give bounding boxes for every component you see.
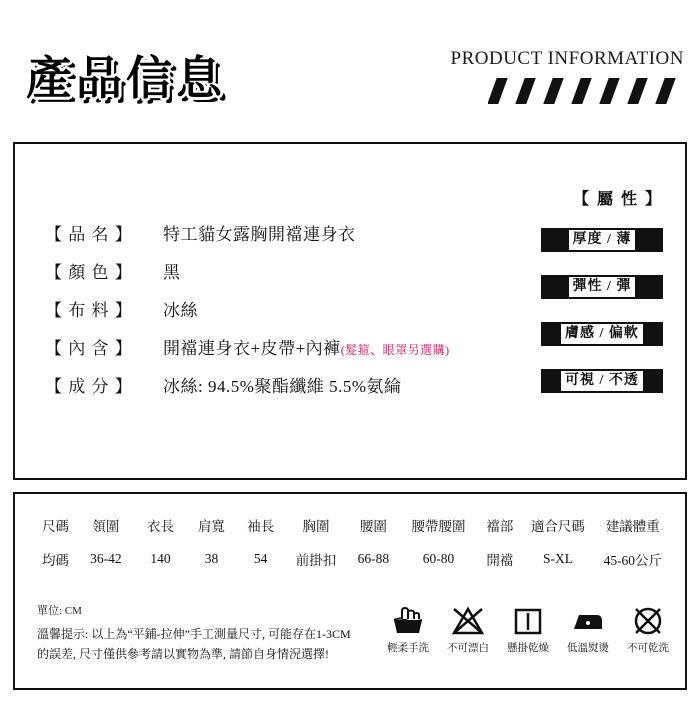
size-header-shoulder: 肩寬 <box>197 519 225 534</box>
size-header-bust: 胸圍 <box>302 519 330 534</box>
care-label-no-bleach: 不可漂白 <box>447 643 489 654</box>
unit-note: 單位: CM <box>37 605 82 617</box>
thickness-tag <box>541 228 663 252</box>
spec-label-color: 【 顏 色 】 <box>45 263 133 282</box>
care-label-hang-dry: 懸掛乾燥 <box>507 643 549 654</box>
care-item-low-iron <box>565 606 611 655</box>
care-item-no-bleach <box>445 606 491 655</box>
transparency-tag-label: 可視 / 不透 <box>561 371 643 391</box>
size-chart-panel <box>13 492 687 690</box>
care-label-low-iron: 低溫熨燙 <box>567 643 609 654</box>
size-header-fit-size: 適合尺碼 <box>530 519 585 534</box>
spec-row-fabric <box>45 296 450 334</box>
spec-row-color <box>45 258 450 296</box>
spec-row-includes <box>45 334 450 372</box>
size-header-belt-waist: 腰帶腰圍 <box>411 519 466 534</box>
size-cell-weight: 45-60公斤 <box>603 553 663 568</box>
size-header-crotch: 襠部 <box>486 519 514 534</box>
size-header-length: 衣長 <box>147 519 175 534</box>
feel-tag-label: 膚感 / 偏軟 <box>561 324 643 344</box>
thickness-tag-label: 厚度 / 薄 <box>569 230 636 250</box>
table-row <box>33 542 673 576</box>
spec-label-composition: 【 成 分 】 <box>45 377 133 396</box>
care-item-hang-dry <box>505 606 551 655</box>
care-label-hand-wash: 輕柔手洗 <box>387 643 429 654</box>
size-table-header-row <box>33 508 673 542</box>
spec-value-includes: 開襠連身衣+皮帶+內褲 <box>163 339 341 358</box>
spec-row-composition <box>45 372 450 410</box>
size-cell-shoulder: 38 <box>204 551 219 566</box>
spec-value-color: 黑 <box>163 263 181 282</box>
size-header-waist: 腰圍 <box>359 519 387 534</box>
size-header-weight: 建議體重 <box>605 519 660 534</box>
spec-note-includes: (髮箍、眼罩另選購) <box>340 343 450 357</box>
size-cell-collar: 36-42 <box>90 551 122 566</box>
care-item-no-dry-clean <box>625 606 671 655</box>
feel-tag <box>541 322 663 346</box>
no-bleach-icon <box>451 606 485 636</box>
size-cell-crotch: 開襠 <box>486 553 514 568</box>
hang-dry-icon <box>511 606 545 636</box>
size-cell-sleeve: 54 <box>253 551 268 566</box>
size-cell-waist: 66-88 <box>357 551 390 566</box>
decorative-stripes <box>488 78 684 104</box>
spec-value-composition: 冰絲: 94.5%聚酯纖維 5.5%氨綸 <box>163 377 402 396</box>
spec-label-name: 【 品 名 】 <box>45 225 133 244</box>
size-header-size: 尺碼 <box>41 519 69 534</box>
measurement-tip-line2: 的誤差, 尺寸僅供參考請以實物為準, 請節自身情況選擇! <box>37 647 329 661</box>
hand-wash-icon <box>391 606 425 636</box>
spec-value-name: 特工貓女露胸開襠連身衣 <box>163 225 356 244</box>
care-item-hand-wash <box>385 606 431 655</box>
attributes-heading: 【 屬 性 】 <box>572 191 663 208</box>
spec-label-includes: 【 內 含 】 <box>45 339 133 358</box>
attributes-tag-list <box>541 228 663 416</box>
size-cell-bust: 前掛扣 <box>295 553 337 568</box>
spec-row-name <box>45 220 450 258</box>
transparency-tag <box>541 369 663 393</box>
size-table <box>33 508 673 576</box>
elasticity-tag <box>541 275 663 299</box>
page-title: 產品信息 <box>26 53 226 104</box>
size-cell-belt-waist: 60-80 <box>422 551 455 566</box>
size-header-sleeve: 袖長 <box>247 519 275 534</box>
no-dry-clean-icon <box>631 606 665 636</box>
spec-label-fabric: 【 布 料 】 <box>45 301 133 320</box>
page-title-english: PRODUCT INFORMATION <box>450 48 684 69</box>
elasticity-tag-label: 彈性 / 彈 <box>569 277 636 297</box>
size-cell-size: 均碼 <box>41 553 69 568</box>
spec-value-fabric: 冰絲 <box>163 301 198 320</box>
specification-list <box>45 220 450 410</box>
size-cell-fit-size: S-XL <box>542 551 573 566</box>
care-instruction-list <box>385 606 671 655</box>
low-iron-icon <box>571 606 605 636</box>
size-header-collar: 領圍 <box>92 519 120 534</box>
size-cell-length: 140 <box>150 551 171 566</box>
page-header <box>0 0 700 140</box>
measurement-tip-line1: 溫馨提示: 以上為“平鋪-拉伸”手工測量尺寸, 可能存在1-3CM <box>37 627 351 641</box>
product-info-panel <box>13 142 687 480</box>
care-label-no-dry-clean: 不可乾洗 <box>627 643 669 654</box>
